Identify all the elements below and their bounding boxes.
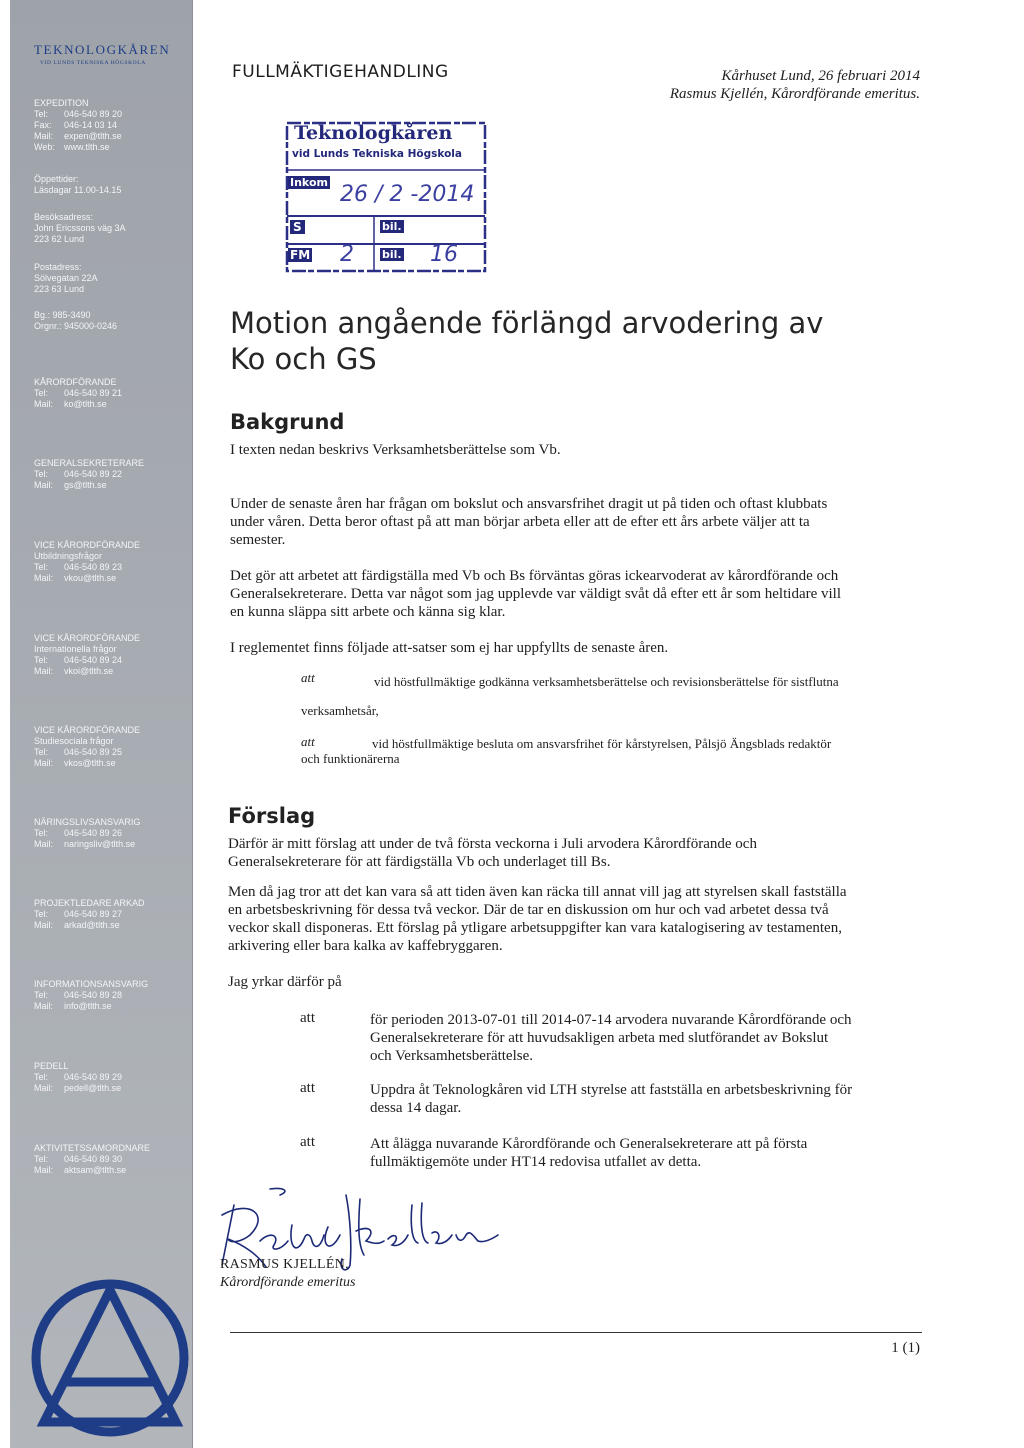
contact-title: VICE KÅRORDFÖRANDE xyxy=(34,725,141,735)
forslag-heading: Förslag xyxy=(228,804,316,828)
contact-block xyxy=(34,458,192,491)
tel-label: Tel: xyxy=(34,388,49,398)
mail-label: Mail: xyxy=(34,920,54,930)
tel-label: Tel: xyxy=(34,655,49,665)
mail-label: Mail: xyxy=(34,399,54,409)
forslag-p2-line2: en arbetsbeskrivning för dessa två veckor. Där de tar en diskussion om hur och vad arbetet dessa två xyxy=(228,902,829,918)
letterhead-sidebar xyxy=(10,0,193,1448)
postal-address-block xyxy=(34,262,192,295)
mail-label: Mail: xyxy=(34,839,54,849)
att1-text: vid höstfullmäktige godkänna verksamhetsberättelse och revisionsberättelse för sistflutna xyxy=(374,674,839,689)
contact-block xyxy=(34,1143,192,1176)
mail-label: Mail: xyxy=(34,131,54,141)
bakgrund-p3-line2: Generalsekreterare. Detta var något som jag upplevde var väldigt svåt då efter ett år som heltidare vill xyxy=(230,586,842,602)
bakgrund-p3-line1: Det gör att arbetet att färdigställa med Vb och Bs förväntas göras ickearvoderat av kårordförande och xyxy=(230,568,839,584)
visit-address-block xyxy=(34,212,192,245)
visit-line1: John Ericssons väg 3A xyxy=(34,223,126,233)
motion1-line1: för perioden 2013-07-01 till 2014-07-14 arvodera nuvarande Kårordförande och xyxy=(370,1012,852,1028)
forslag-p3: Jag yrkar därför på xyxy=(228,974,342,990)
motion1-line2: Generalsekreterare för att huvudsakligen arbeta med slutförandet av Bokslut xyxy=(370,1030,829,1046)
postal-line2: 223 63 Lund xyxy=(34,284,85,294)
contact-block xyxy=(34,979,192,1012)
motion3-line1: Att ålägga nuvarande Kårordförande och Generalsekreterare att på första xyxy=(370,1136,808,1152)
contact-mail: aktsam@tlth.se xyxy=(64,1165,127,1175)
contact-block xyxy=(34,633,192,677)
tel-label: Tel: xyxy=(34,1154,49,1164)
mail-label: Mail: xyxy=(34,666,54,676)
motion2-keyword: att xyxy=(300,1080,315,1096)
contact-mail: vkoi@tlth.se xyxy=(64,666,114,676)
signatory-name: RASMUS KJELLÉN, xyxy=(220,1257,349,1272)
place-date: Kårhuset Lund, 26 februari 2014 xyxy=(721,68,920,84)
expedition-block xyxy=(34,98,192,153)
visit-label: Besöksadress: xyxy=(34,212,94,222)
contact-block xyxy=(34,377,192,410)
contact-block xyxy=(34,898,192,931)
contact-mail: vkos@tlth.se xyxy=(64,758,116,768)
att1-continuation: verksamhetsår, xyxy=(301,703,379,718)
att2-continuation: och funktionärerna xyxy=(301,751,400,766)
mail-label: Mail: xyxy=(34,480,54,490)
stamp-bil-label: bil. xyxy=(382,220,402,233)
contact-subtitle: Studiesociala frågor xyxy=(34,736,114,746)
contact-title: INFORMATIONSANSVARIG xyxy=(34,979,149,989)
contact-tel: 046-540 89 24 xyxy=(64,655,123,665)
contact-mail: vkou@tlth.se xyxy=(64,573,117,583)
att2-text: vid höstfullmäktige besluta om ansvarsfrihet för kårstyrelsen, Pålsjö Ängsblads redaktör xyxy=(372,736,832,751)
footer-rule xyxy=(230,1332,922,1333)
motion2-line2: dessa 14 dagar. xyxy=(370,1100,462,1116)
mail-label: Mail: xyxy=(34,573,54,583)
contact-block xyxy=(34,1061,192,1094)
tel-label: Tel: xyxy=(34,990,49,1000)
stamp-bil-value: 16 xyxy=(430,242,458,267)
contact-tel: 046-540 89 22 xyxy=(64,469,123,479)
contact-mail: arkad@tlth.se xyxy=(64,920,120,930)
motion1-keyword: att xyxy=(300,1010,315,1026)
forslag-p2-line4: arkivering eller bara kalka av kaffebryggaren. xyxy=(228,938,503,954)
hours-value: Läsdagar 11.00-14.15 xyxy=(34,185,122,195)
tel-label: Tel: xyxy=(34,562,49,572)
contact-mail: ko@tlth.se xyxy=(64,399,107,409)
contact-title: VICE KÅRORDFÖRANDE xyxy=(34,540,141,550)
author-line: Rasmus Kjellén, Kårordförande emeritus. xyxy=(669,86,920,102)
forslag-p1-line1: Därför är mitt förslag att under de två första veckorna i Juli arvodera Kårordförande och xyxy=(228,836,757,852)
tel-label: Tel: xyxy=(34,1072,49,1082)
contact-title: PEDELL xyxy=(34,1061,69,1071)
forslag-p2-line1: Men då jag tror att det kan vara så att tiden även kan räcka till annat vill jag att styrelsen skall fastställa xyxy=(228,884,847,900)
tel-label: Tel: xyxy=(34,909,49,919)
contact-mail: info@tlth.se xyxy=(64,1001,112,1011)
stamp-fm-label: FM xyxy=(290,248,311,262)
contact-tel: 046-540 89 21 xyxy=(64,388,123,398)
contact-tel: 046-540 89 29 xyxy=(64,1072,123,1082)
bakgrund-p2-line2: under våren. Detta beror oftast på att man börjar arbeta eller att de efter ett års arbete väljer att ta xyxy=(230,514,810,530)
hours-label: Öppettider: xyxy=(34,174,79,184)
hours-block xyxy=(34,174,192,196)
contact-subtitle: Internationella frågor xyxy=(34,644,117,654)
contact-tel: 046-540 89 26 xyxy=(64,828,123,838)
received-stamp xyxy=(284,120,490,276)
page-number: 1 (1) xyxy=(891,1340,920,1356)
att-keyword: att xyxy=(301,734,315,749)
web-label: Web: xyxy=(34,142,55,152)
tlth-emblem-logo xyxy=(24,1272,196,1444)
contact-title: VICE KÅRORDFÖRANDE xyxy=(34,633,141,643)
contact-mail: gs@tlth.se xyxy=(64,480,107,490)
motion-title-line2: Ko och GS xyxy=(230,342,377,376)
contact-mail: naringsliv@tlth.se xyxy=(64,839,136,849)
tel-value: 046-540 89 20 xyxy=(64,109,123,119)
att-keyword: att xyxy=(301,670,315,685)
mail-label: Mail: xyxy=(34,1001,54,1011)
expedition-heading: EXPEDITION xyxy=(34,98,89,108)
tel-label: Tel: xyxy=(34,747,49,757)
forslag-p1-line2: Generalsekreterare för att färdigställa Vb och underlaget till Bs. xyxy=(228,854,611,870)
tel-label: Tel: xyxy=(34,828,49,838)
contact-tel: 046-540 89 28 xyxy=(64,990,123,1000)
fax-value: 046-14 03 14 xyxy=(64,120,118,130)
postal-line1: Sölvegatan 22A xyxy=(34,273,98,283)
contact-tel: 046-540 89 25 xyxy=(64,747,123,757)
contact-title: AKTIVITETSSAMORDNARE xyxy=(34,1143,151,1153)
contact-title: KÅRORDFÖRANDE xyxy=(34,377,117,387)
stamp-inkom-date: 26 / 2 -2014 xyxy=(340,182,475,207)
contact-title: NÄRINGSLIVSANSVARIG xyxy=(34,817,141,827)
tel-label: Tel: xyxy=(34,469,49,479)
stamp-bil2-label: bil. xyxy=(382,248,402,261)
forslag-p2-line3: veckor skall disponeras. Ett förslag på ytligare arbetsuppgifter kan vara katalogisering av testamenten, xyxy=(228,920,842,936)
contact-tel: 046-540 89 30 xyxy=(64,1154,123,1164)
bakgrund-p2-line1: Under de senaste åren har frågan om bokslut och ansvarsfrihet dragit ut på tiden och oftast klubbats xyxy=(230,496,828,512)
contact-mail: pedell@tlth.se xyxy=(64,1083,122,1093)
bakgrund-p1: I texten nedan beskrivs Verksamhetsberättelse som Vb. xyxy=(230,442,561,458)
contact-title: GENERALSEKRETERARE xyxy=(34,458,145,468)
motion1-line3: och Verksamhetsberättelse. xyxy=(370,1048,534,1064)
contact-tel: 046-540 89 27 xyxy=(64,909,123,919)
bakgrund-heading: Bakgrund xyxy=(230,410,345,434)
contact-title: PROJEKTLEDARE ARKAD xyxy=(34,898,145,908)
org-subtitle: VID LUNDS TEKNISKA HÖGSKOLA xyxy=(40,60,146,66)
tel-label: Tel: xyxy=(34,109,49,119)
motion2-line1: Uppdra åt Teknologkåren vid LTH styrelse att fastställa en arbetsbeskrivning för xyxy=(370,1082,853,1098)
stamp-fm-value: 2 xyxy=(340,242,354,267)
postal-label: Postadress: xyxy=(34,262,82,272)
web-value: www.tlth.se xyxy=(64,142,110,152)
contact-tel: 046-540 89 23 xyxy=(64,562,123,572)
bakgrund-p4: I reglementet finns följade att-satser som ej har uppfyllts de senaste åren. xyxy=(230,640,669,656)
stamp-s-label: S xyxy=(290,220,305,234)
bakgrund-p3-line3: en kunna släppa sitt arbete och känna sig klar. xyxy=(230,604,506,620)
motion3-line2: fullmäktigemöte under HT14 redovisa utfallet av detta. xyxy=(370,1154,702,1170)
motion-title-line1: Motion angående förlängd arvodering av xyxy=(230,306,824,340)
signatory-role: Kårordförande emeritus xyxy=(220,1275,356,1290)
bank-block xyxy=(34,310,192,332)
contact-block xyxy=(34,725,192,769)
bankgiro: Bg.: 985-3490 xyxy=(34,310,91,320)
org-name: TEKNOLOGKÅREN xyxy=(34,42,171,57)
bakgrund-p2-line3: semester. xyxy=(230,532,286,548)
org-number: Orgnr.: 945000-0246 xyxy=(34,321,118,331)
stamp-org: Teknologkåren xyxy=(294,122,453,144)
motion3-keyword: att xyxy=(300,1134,315,1150)
mail-label: Mail: xyxy=(34,758,54,768)
document-type: FULLMÄKTIGEHANDLING xyxy=(232,62,449,82)
mail-label: Mail: xyxy=(34,1165,54,1175)
contact-block xyxy=(34,540,192,584)
mail-value: expen@tlth.se xyxy=(64,131,122,141)
contact-subtitle: Utbildningsfrågor xyxy=(34,551,103,561)
visit-line2: 223 62 Lund xyxy=(34,234,85,244)
stamp-inkom-label: Inkom xyxy=(290,176,328,189)
mail-label: Mail: xyxy=(34,1083,54,1093)
stamp-org-sub: vid Lunds Tekniska Högskola xyxy=(292,148,462,160)
contact-block xyxy=(34,817,192,850)
fax-label: Fax: xyxy=(34,120,52,130)
